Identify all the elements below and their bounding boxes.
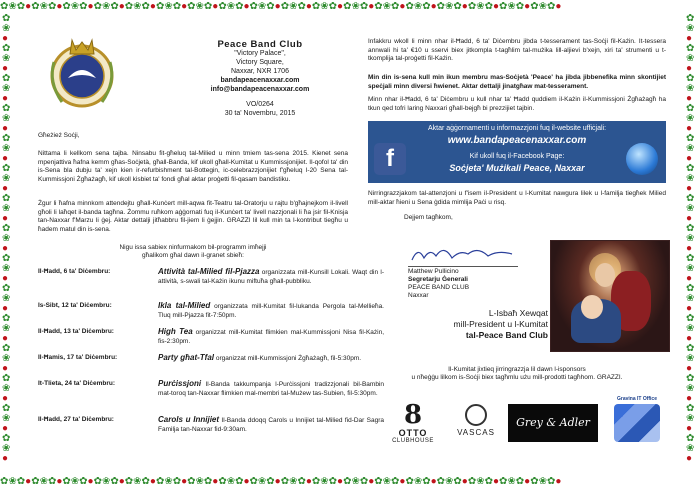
signatory-town: Naxxar xyxy=(408,292,429,299)
christmas-wishes xyxy=(408,308,548,341)
event-detail xyxy=(158,354,384,364)
email-link[interactable]: info@bandapeacenaxxar.com xyxy=(210,86,310,93)
programme-intro-1: Nigu issa sabiex ninfurmakom bil-programm imħejji xyxy=(119,244,267,251)
otto-clubhouse-logo: 8 OTTO CLUBHOUSE xyxy=(392,400,434,444)
reference-number: VO/0264 xyxy=(246,101,274,108)
event-date: Il-Ħadd, 13 ta' Diċembru: xyxy=(38,328,114,335)
event-detail xyxy=(158,328,384,346)
membership-paragraph: Infakkru wkoll li minn nhar il-Ħadd, 6 ta' Diċembru jibda t-tesserament tas-Soċji fil-Każin. It-tessera annwali hi ta' €10 u sservi biex jitkompla t-tagħlim tal-mużika lill-aljievi b'xejn, xiri ta' strumenti u t-tkomplija tal-proġetti fil-Każin. xyxy=(368,38,666,62)
event-text: organizzata mill-Kunsill Lokali. Waqt din l-attività, s-swali tal-Każin ikunu miftuħa għall-pubbliku. xyxy=(158,269,384,285)
letter-date: 30 ta' Novembru, 2015 xyxy=(224,110,296,117)
discounts-paragraph: Min din is-sena kull min ikun membru mas-Soċjetà 'Peace' ha jibda jibbenefika minn skontijiet speċjali minn diversi ħwienet. Aktar dettalji jinatgħaw mat-tesserament. xyxy=(368,74,666,90)
address-line-2: Victory Square, xyxy=(236,59,284,66)
event-title: Ikla tal-Milied xyxy=(158,301,211,310)
banner-website[interactable]: www.bandapeacenaxxar.com xyxy=(447,135,587,146)
holly-border-top: ✿❀✿●✿❀✿●✿❀✿●✿❀✿●✿❀✿●✿❀✿●✿❀✿●✿❀✿●✿❀✿●✿❀✿●✿❀✿●✿❀✿●✿❀✿●✿❀✿●✿❀✿●✿❀✿●✿❀✿●✿❀✿● xyxy=(0,2,562,12)
banner-line-1: Aktar aġġornamenti u informazzjoni fuq il-website uffiċjali: xyxy=(427,125,607,132)
wishes-line-2: mill-President u l-Kumitat xyxy=(453,319,548,329)
event-date: Il-Ħadd, 27 ta' Diċembru: xyxy=(38,416,114,423)
signature xyxy=(408,242,518,267)
regards: Dejjem tagħkom, xyxy=(404,214,453,221)
event-title: High Tea xyxy=(158,327,193,336)
oranges-paragraph: Minn nhar il-Ħadd, 6 ta' Diċembru u kull nhar ta' Ħadd quddiem il-Każin il-Kummissjoni Żgħażagħ ha tkun qed tofri laring Naxxari għall-bejgħ bi prezzijiet tajbin. xyxy=(368,96,666,112)
sponsor-thanks-2: u nħeġġu lilkom is-Soċji biex tagħmlu użu mill-prodotti tagħhom. GRAZZI. xyxy=(411,374,623,381)
event-date: Is-Sibt, 12 ta' Diċembru: xyxy=(38,302,112,309)
cubes-icon xyxy=(614,404,660,442)
programme-intro-2: għalikom għal dawn il-granet sbieħ: xyxy=(142,252,244,259)
event-date: Il-Ħadd, 6 ta' Diċembru: xyxy=(38,268,111,275)
holly-border-right: ✿❀●✿❀●✿❀●✿❀●✿❀●✿❀●✿❀●✿❀●✿❀●✿❀●✿❀●✿❀●✿❀●✿❀●✿❀● xyxy=(686,14,695,464)
event-text: organizzata mill-Kumitat fil-lukanda Pergola tal-Mellieħa. Tluq mill-Pjazza fit-7:50pm. xyxy=(158,303,384,319)
event-text: Il-Banda takkumpanja l-Purċissjoni tradizzjonali bil-Bambin mat-toroq tan-Naxxar flimkien mal-membri tal-Mużew tas-Subien, fil-5:30pm. xyxy=(158,381,384,397)
event-detail xyxy=(158,380,384,398)
grey-adler-logo: Grey & Adler xyxy=(508,404,598,442)
holly-border-bottom: ✿❀✿●✿❀✿●✿❀✿●✿❀✿●✿❀✿●✿❀✿●✿❀✿●✿❀✿●✿❀✿●✿❀✿●✿❀✿●✿❀✿●✿❀✿●✿❀✿●✿❀✿●✿❀✿●✿❀✿●✿❀✿● xyxy=(0,477,562,487)
website-link[interactable]: bandapeacenaxxar.com xyxy=(220,77,300,84)
event-title: Carols u Innijiet xyxy=(158,415,220,424)
signatory-name: Matthew Pullicino xyxy=(408,268,459,275)
event-text: organizzat mill-Kummissjoni Żgħażagħ, fil-5:30pm. xyxy=(215,355,362,362)
closing-paragraph: Nirringrazzjakom tal-attenzjoni u f'isem il-President u l-Kumitat nawgura lilek u l-familja tiegħek Milied mill-aktar ħieni u Sena ġdida mimlija Paċi u risq. xyxy=(368,190,666,206)
paragraph-1: Nittama li kellkom sena tajba. Ninsabu fit-għeluq tal-Milied u minn tmiem tas-sena 2015. Kienet sena mpenjattiva ħafna kemm għas-Soċjetà, għall-Banda, kif ukoll għall-Kumitat u Kummissjonijiet. Il-qofol ta' din is-Sena bla dubju ta' xejn kien ir-refurbishment tal-Bottegin, ic-celebrazzjonijiet f'għeluq l-20 Sena tal-Kummissjoni Żgħażagħ, kif ukoll kisbiet ta' fondi għal aktar proġetti fil-qasam bandistiku. xyxy=(38,150,348,183)
club-name: Peace Band Club xyxy=(217,39,303,50)
sponsor-thanks-1: Il-Kumitat jixtieq jirringrazzja lil dawn l-isponsors xyxy=(448,366,586,373)
madonna-painting xyxy=(550,240,670,352)
event-date: Il-Ħamis, 17 ta' Diċembru: xyxy=(38,354,118,361)
signatory-block xyxy=(408,268,538,300)
globe-icon xyxy=(626,143,658,175)
event-text: Il-Banda ddoqq Carols u Innijiet tal-Milied fid-Dar Sagra Familja tan-Naxxar fid-9:30am. xyxy=(158,417,385,433)
address-line-3: Naxxar, NXR 1706 xyxy=(231,68,289,75)
event-detail xyxy=(158,416,384,434)
banner-facebook-page[interactable]: Soċjeta' Mużikali Peace, Naxxar xyxy=(449,163,585,173)
club-crest-logo xyxy=(42,32,122,112)
wishes-line-1: L-Isbaħ Xewqat xyxy=(488,308,548,318)
signatory-role: Segretarju Ġenerali xyxy=(408,276,468,283)
vascas-logo: VASCAS xyxy=(452,402,500,450)
greeting: Għeżież Soċji, xyxy=(38,132,80,139)
event-title: Party għat-Tfal xyxy=(158,353,215,362)
signatory-club: PEACE BAND CLUB xyxy=(408,284,470,291)
gravina-it-logo: Gravina IT Office xyxy=(604,396,670,452)
paragraph-2: Żgur li ħafna minnkom attendejtu għall-Kunċert mill-aqwa fit-Teatru tal-Oratorju u rajtu b'għajnejkom il-livell għoli li laħqet il-banda tagħna. Żommu ruħkom aġġornati fuq il-Kunċert ta' livell nazzjonali li ħa jsir fil-Knisja tan-Naxxar f'Marzu li ġej. Aktar dettalji jitħabbru fil-jiem li ġejjin. GRAZZI lil kull min ta l-kontribut tiegħu u ħadem matul din is-sena. xyxy=(38,200,348,233)
event-detail xyxy=(158,268,384,286)
club-header xyxy=(190,40,330,94)
event-title: Attività tal-Milied fil-Pjazza xyxy=(158,267,260,276)
wishes-line-3: tal-Peace Band Club xyxy=(465,330,548,340)
event-date: It-Tlieta, 24 ta' Diċembru: xyxy=(38,380,116,387)
banner-line-3: Kif ukoll fuq il-Facebook Page: xyxy=(469,153,565,160)
website-banner xyxy=(368,121,666,183)
holly-border-left: ✿❀●✿❀●✿❀●✿❀●✿❀●✿❀●✿❀●✿❀●✿❀●✿❀●✿❀●✿❀●✿❀●✿❀●✿❀● xyxy=(2,14,11,464)
letter-reference xyxy=(210,100,310,118)
event-text: organizzat mill-Kumitat flimkien mal-Kummissjoni Nisa fil-Każin, fis-2:30pm. xyxy=(158,329,385,345)
event-title: Purċissjoni xyxy=(158,379,202,388)
facebook-icon[interactable]: f xyxy=(374,143,406,175)
address-line-1: "Victory Palace", xyxy=(234,50,286,57)
event-detail xyxy=(158,302,384,320)
